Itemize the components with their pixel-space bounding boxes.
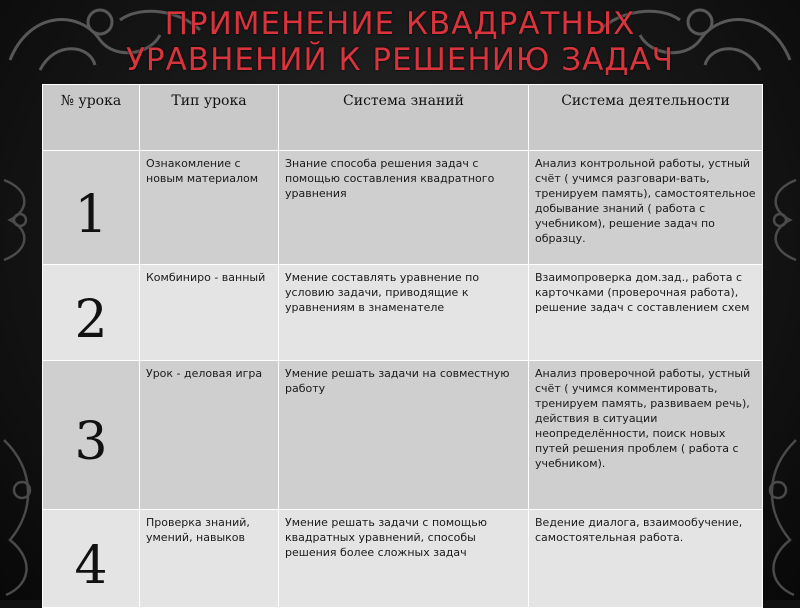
- lesson-activity: Взаимопроверка дом.зад., работа с карточками (проверочная работа), решение задач с составлением схем: [529, 265, 763, 361]
- lesson-type: Урок - деловая игра: [140, 361, 279, 510]
- ornament-right-icon: [760, 170, 800, 270]
- lesson-number: [43, 510, 140, 608]
- table-row: [43, 361, 763, 510]
- header-lesson-type: Тип урока: [140, 85, 279, 151]
- slide-title-line-2: УРАВНЕНИЙ К РЕШЕНИЮ ЗАДАЧ: [126, 42, 674, 78]
- table-row: [43, 265, 763, 361]
- lesson-number: [43, 265, 140, 361]
- lesson-type: Комбиниро - ванный: [140, 265, 279, 361]
- header-activity-system: Система деятельности: [529, 85, 763, 151]
- ornament-left-icon: [0, 170, 44, 270]
- lesson-number-value: 1: [74, 184, 108, 245]
- header-lesson-number: № урока: [43, 85, 140, 151]
- lesson-knowledge: Знание способа решения задач с помощью составления квадратного уравнения: [279, 151, 529, 265]
- lesson-activity: Анализ контрольной работы, устный счёт ( учимся разговари-вать, тренируем память), самостоятельное добывание знаний ( работа с учебником), решение задач по образцу.: [529, 151, 763, 265]
- table-row: [43, 510, 763, 608]
- lesson-type: Ознакомление с новым материалом: [140, 151, 279, 265]
- ornament-bottom-right-icon: [760, 430, 800, 600]
- lesson-activity: Ведение диалога, взаимообучение, самостоятельная работа.: [529, 510, 763, 608]
- lessons-table: [42, 84, 763, 608]
- lesson-type: Проверка знаний, умений, навыков: [140, 510, 279, 608]
- slide-title: [0, 6, 800, 78]
- lesson-knowledge: Умение решать задачи на совместную работу: [279, 361, 529, 510]
- lesson-number-value: 4: [74, 535, 108, 596]
- lesson-number-value: 2: [74, 289, 108, 350]
- lesson-number: [43, 151, 140, 265]
- lesson-number: [43, 361, 140, 510]
- lesson-number-value: 3: [74, 412, 108, 472]
- lesson-knowledge: Умение решать задачи с помощью квадратных уравнений, способы решения более сложных задач: [279, 510, 529, 608]
- header-knowledge-system: Система знаний: [279, 85, 529, 151]
- table-header-row: [43, 85, 763, 151]
- ornament-bottom-left-icon: [0, 430, 44, 600]
- lesson-activity: Анализ проверочной работы, устный счёт ( учимся комментировать, тренируем память, развиваем речь), действия в ситуации неопределённости, поиск новых путей решения проблем ( работа с учебником).: [529, 361, 763, 510]
- slide-title-line-1: ПРИМЕНЕНИЕ КВАДРАТНЫХ: [164, 6, 636, 42]
- table-row: [43, 151, 763, 265]
- lesson-knowledge: Умение составлять уравнение по условию задачи, приводящие к уравнениям в знаменателе: [279, 265, 529, 361]
